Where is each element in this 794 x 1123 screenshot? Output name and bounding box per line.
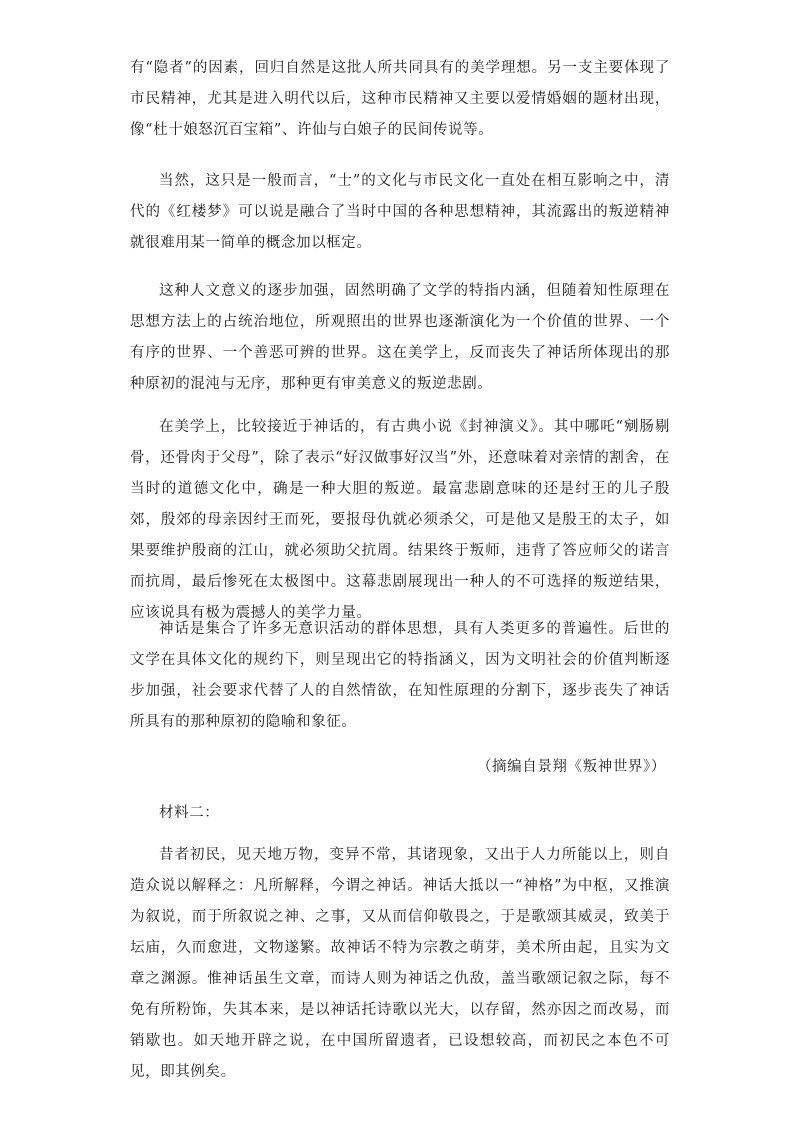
- paragraph-4: 在美学上，比较接近于神话的，有古典小说《封神演义》。其中哪吒“剜肠剔骨，还骨肉于父母”，除了表示“好汉做事好汉当”外，还意味着对亲情的割舍，在当时的道德文化中，确是一种大胆的叛逆。最富悲剧意味的还是纣王的儿子殷郊，殷郊的母亲因纣王而死，要报母仇就必须杀父，可是他又是殷王的太子，如果要维护殷商的江山，就必须助父抗周。结果终于叛师，违背了答应师父的诺言而抗周，最后惨死在太极图中。这幕悲剧展现出一种人的不可选择的叛逆结果，应该说具有极为震撼人的美学力量。: [130, 419, 670, 621]
- material-two-heading: 材料二：: [159, 805, 220, 821]
- paragraph-6: 昔者初民，见天地万物，变异不常，其诸现象，又出于人力所能以上，则自造众说以解释之：凡所解释，今谓之神话。神话大抵以一“神格”为中枢，又推演为叙说，而于所叙说之神、之事，又从而信仰敬畏之，于是歌颂其威灵，致美于坛庙，久而愈进，文物遂繁。故神话不特为宗教之萌芽，美术所由起，且实为文章之渊源。惟神话虽生文章，而诗人则为神话之仇敌，盖当歌颂记叙之际，每不免有所粉饰，失其本来，是以神话托诗歌以光大，以存留，然亦因之而改易，而销歇也。如天地开辟之说，在中国所留遗者，已设想较高，而初民之本色不可见，即其例矣。: [130, 847, 670, 1080]
- paragraph-5: 神话是集合了许多无意识活动的群体思想，具有人类更多的普遍性。后世的文学在具体文化的规约下，则呈现出它的特指涵义，因为文明社会的价值判断逐步加强，社会要求代替了人的自然情欲，在知性原理的分割下，逐步丧失了神话所具有的那种原初的隐喻和象征。: [130, 621, 670, 730]
- paragraph-1: 有“隐者”的因素，回归自然是这批人所共同具有的美学理想。另一支主要体现了市民精神，尤其是进入明代以后，这种市民精神又主要以爱情婚姻的题材出现，像“杜十娘怒沉百宝箱”、许仙与白娘子的民间传说等。: [130, 60, 670, 138]
- paragraph-2: 当然，这只是一般而言，“士”的文化与市民文化一直处在相互影响之中，清代的《红楼梦》可以说是融合了当时中国的各种思想精神，其流露出的叛逆精神就很难用某一简单的概念加以框定。: [130, 173, 670, 251]
- source-citation: （摘编自景翔《叛神世界》）: [476, 759, 666, 775]
- paragraph-3: 这种人文意义的逐步加强，固然明确了文学的特指内涵，但随着知性原理在思想方法上的占统治地位，所观照出的世界也逐渐演化为一个价值的世界、一个有序的世界、一个善恶可辨的世界。这在美学上，反而丧失了神话所体现出的那种原初的混沌与无序，那种更有审美意义的叛逆悲剧。: [130, 283, 670, 392]
